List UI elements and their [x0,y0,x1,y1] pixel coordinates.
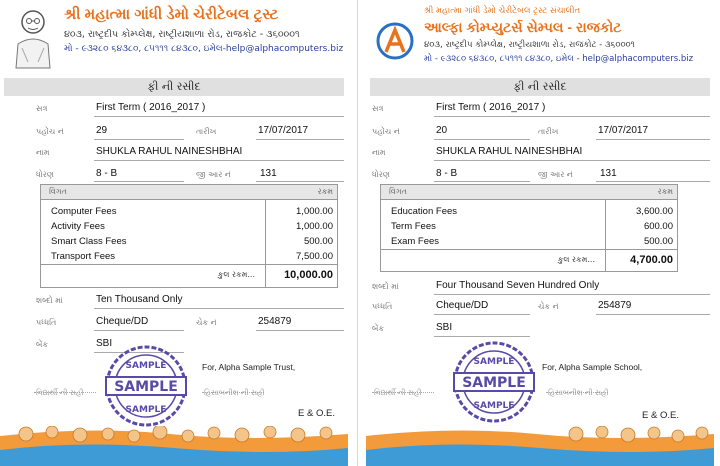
receipt-header [366,0,714,74]
student-sign-label: વિદ્યાર્થી ની સહી [374,388,422,397]
eoe-text: E & O.E. [642,410,679,421]
amount-column-header: રકમ [657,187,673,196]
school-title: આલ્ફા કોમ્પ્યુટર્સ સેમ્પલ - રાજકોટ [424,19,622,35]
fee-amount: 7,500.00 [296,251,333,262]
in-words-label: શબ્દો માં [372,282,399,291]
fee-name: Education Fees [391,206,458,217]
name-value: SHUKLA RAHUL NAINESHBHAI [436,146,583,157]
stamp-word: SAMPLE [114,379,178,395]
total-label: કુલ રકમ... [557,255,595,264]
student-sign-label: વિદ્યાર્થી ની સહી [36,388,84,397]
session-label: સત્ર [36,104,48,113]
receipt-no-label: પહોંચ નં [372,127,400,136]
mode-value: Cheque/DD [436,300,489,311]
school-contact: મો - ૯૩૨૮૦ ૬૪૩૮૦, ૮૫૧૧૧ ૮૪૩૮૦, ઇમેલ - help@alphacomputers.biz [424,54,694,64]
fee-name: Activity Fees [51,221,105,232]
item-column-header: વિગત [49,187,67,196]
eoe-text: E & O.E. [298,408,335,419]
cheque-no-value: 254879 [598,300,632,311]
fees-table [380,184,678,272]
total-value: 4,700.00 [630,254,673,266]
table-row [381,219,677,234]
sample-stamp [452,340,536,424]
total-row [41,264,337,287]
name-label: નામ [372,148,386,157]
table-row [381,234,677,249]
gr-no-value: 131 [260,168,277,179]
date-label: તારીખ [538,127,559,136]
fee-amount: 600.00 [643,221,673,232]
fee-amount: 1,000.00 [296,206,333,217]
class-value: 8 - B [96,168,118,179]
stamp-word: SAMPLE [125,405,167,415]
item-column-header: વિગત [389,187,407,196]
class-label: ધોરણ [372,170,390,179]
cheque-no-value: 254879 [258,316,292,327]
class-value: 8 - B [436,168,458,179]
date-value: 17/07/2017 [598,125,649,136]
total-value: 10,000.00 [284,269,333,281]
gr-no-label: જી આર નં [538,170,573,179]
bank-value: SBI [436,322,453,333]
gandhi-portrait-icon [8,4,58,70]
kids-footer-illustration [0,426,348,466]
date-value: 17/07/2017 [258,125,309,136]
stamp-word: SAMPLE [125,361,167,371]
stamp-word: SAMPLE [473,401,515,411]
cheque-no-label: ચેક નં [538,302,559,311]
fee-name: Smart Class Fees [51,236,127,247]
receipt-trust [0,0,348,466]
trust-contact: મો - ૯૩૨૮૦ ૬૪૩૮૦, ૮૫૧૧૧ ૮૪૩૮૦, ઇમેલ-help@alphacomputers.biz [64,44,344,54]
table-row [41,204,337,219]
table-row [41,219,337,234]
fee-amount: 3,600.00 [636,206,673,217]
page-divider [357,0,358,466]
stamp-word: SAMPLE [473,357,515,367]
fees-table [40,184,338,288]
receipt-no-value: 29 [96,125,108,136]
receipt-no-label: પહોંચ નં [36,127,64,136]
kids-footer-illustration [366,426,714,466]
accountant-sign-label: હિસાબનીશ ની સહી [204,388,265,397]
in-words-value: Ten Thousand Only [96,294,183,305]
date-label: તારીખ [196,127,217,136]
for-text: For, Alpha Sample Trust, [202,362,296,372]
sample-stamp [104,344,188,428]
table-row [41,249,337,264]
bank-value: SBI [96,338,113,349]
trust-title: શ્રી મહાત્મા ગાંધી ડેમો ચેરીટેબલ ટ્રસ્ટ [64,6,279,23]
in-words-value: Four Thousand Seven Hundred Only [436,280,600,291]
trust-address: ૪૦૩, રાષ્ટ્રદીપ કોમ્પ્લેક્ષ, રાષ્ટ્રીયશાળા રોડ, રાજકોટ - ૩૬૦૦૦૧ [64,29,300,40]
total-row [381,249,677,272]
receipt-banner: ફી ની રસીદ [4,78,344,96]
fee-amount: 500.00 [303,236,333,247]
receipt-header [0,0,348,74]
mode-label: પધ્ધતિ [372,302,393,311]
fees-table-header [41,185,337,200]
accountant-sign-label: હિસાબનીશ ની સહી [548,388,609,397]
gr-no-label: જી આર નં [196,170,231,179]
fee-name: Exam Fees [391,236,440,247]
fee-name: Computer Fees [51,206,117,217]
fee-name: Term Fees [391,221,436,232]
name-value: SHUKLA RAHUL NAINESHBHAI [96,146,243,157]
in-words-label: શબ્દો માં [36,296,63,305]
fees-table-header [381,185,677,200]
total-label: કુલ રકમ... [217,270,255,279]
session-label: સત્ર [372,104,384,113]
name-label: નામ [36,148,50,157]
school-address: ૪૦૩, રાષ્ટ્રદીપ કોમ્પ્લેક્ષ, રાષ્ટ્રીયશાળા રોડ, રાજકોટ - ૩૬૦૦૦૧ [424,40,635,50]
amount-column-header: રકમ [317,187,333,196]
receipt-banner: ફી ની રસીદ [370,78,710,96]
fee-amount: 500.00 [643,236,673,247]
school-parent-trust: શ્રી મહાત્મા ગાંધી ડેમો ચેરીટેબલ ટ્રસ્ટ સંચાલીત [424,6,581,16]
mode-value: Cheque/DD [96,316,149,327]
table-row [381,204,677,219]
class-label: ધોરણ [36,170,54,179]
fee-name: Transport Fees [51,251,116,262]
for-text: For, Alpha Sample School, [542,362,643,372]
cheque-no-label: ચેક નં [196,318,217,327]
session-value: First Term ( 2016_2017 ) [436,102,546,113]
receipt-school [366,0,714,466]
gr-no-value: 131 [600,168,617,179]
bank-label: બેંક [372,324,385,333]
fee-amount: 1,000.00 [296,221,333,232]
receipt-no-value: 20 [436,125,448,136]
alpha-logo-icon [376,22,414,60]
stamp-word: SAMPLE [462,375,526,391]
session-value: First Term ( 2016_2017 ) [96,102,206,113]
bank-label: બેંક [36,340,49,349]
mode-label: પધ્ધતિ [36,318,57,327]
table-row [41,234,337,249]
